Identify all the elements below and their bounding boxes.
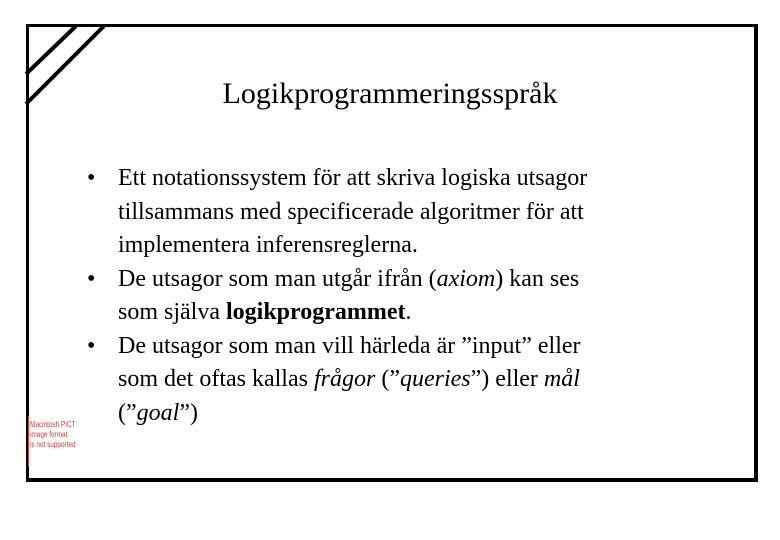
bullet-line: De utsagor som man utgår ifrån (axiom) kan ses bbox=[118, 265, 580, 292]
bullet-line: (”goal”) bbox=[118, 399, 198, 426]
bullet-line: De utsagor som man vill härleda är ”input” eller bbox=[118, 332, 581, 359]
bullet-line: tillsammans med specificerade algoritmer för att bbox=[118, 198, 584, 225]
term-axiom: axiom bbox=[436, 265, 496, 292]
term-goal: goal bbox=[136, 399, 180, 426]
bullet-line: Ett notationssystem för att skriva logiska utsagor bbox=[118, 165, 588, 191]
bullet-list bbox=[83, 162, 723, 430]
bullet-line: som själva logikprogrammet. bbox=[118, 299, 412, 325]
term-fragor: frågor bbox=[313, 366, 376, 392]
bullet-line: som det oftas kallas frågor (”queries”) eller mål bbox=[118, 366, 580, 392]
term-logikprogrammet: logikprogrammet bbox=[226, 299, 406, 325]
bullet-icon: • bbox=[87, 265, 96, 292]
bullet-item-1 bbox=[83, 162, 723, 263]
bullet-item-3 bbox=[83, 330, 723, 431]
image-placeholder-note: Macintosh PICT image format is not supported bbox=[30, 420, 76, 449]
bullet-icon: • bbox=[87, 165, 96, 191]
bullet-item-2 bbox=[83, 263, 723, 330]
bullet-icon: • bbox=[87, 332, 96, 359]
term-queries: queries bbox=[399, 366, 471, 392]
slide-title: Logikprogrammeringsspråk bbox=[222, 77, 558, 110]
term-mal: mål bbox=[543, 366, 580, 392]
bullet-line: implementera inferensreglerna. bbox=[118, 232, 418, 258]
